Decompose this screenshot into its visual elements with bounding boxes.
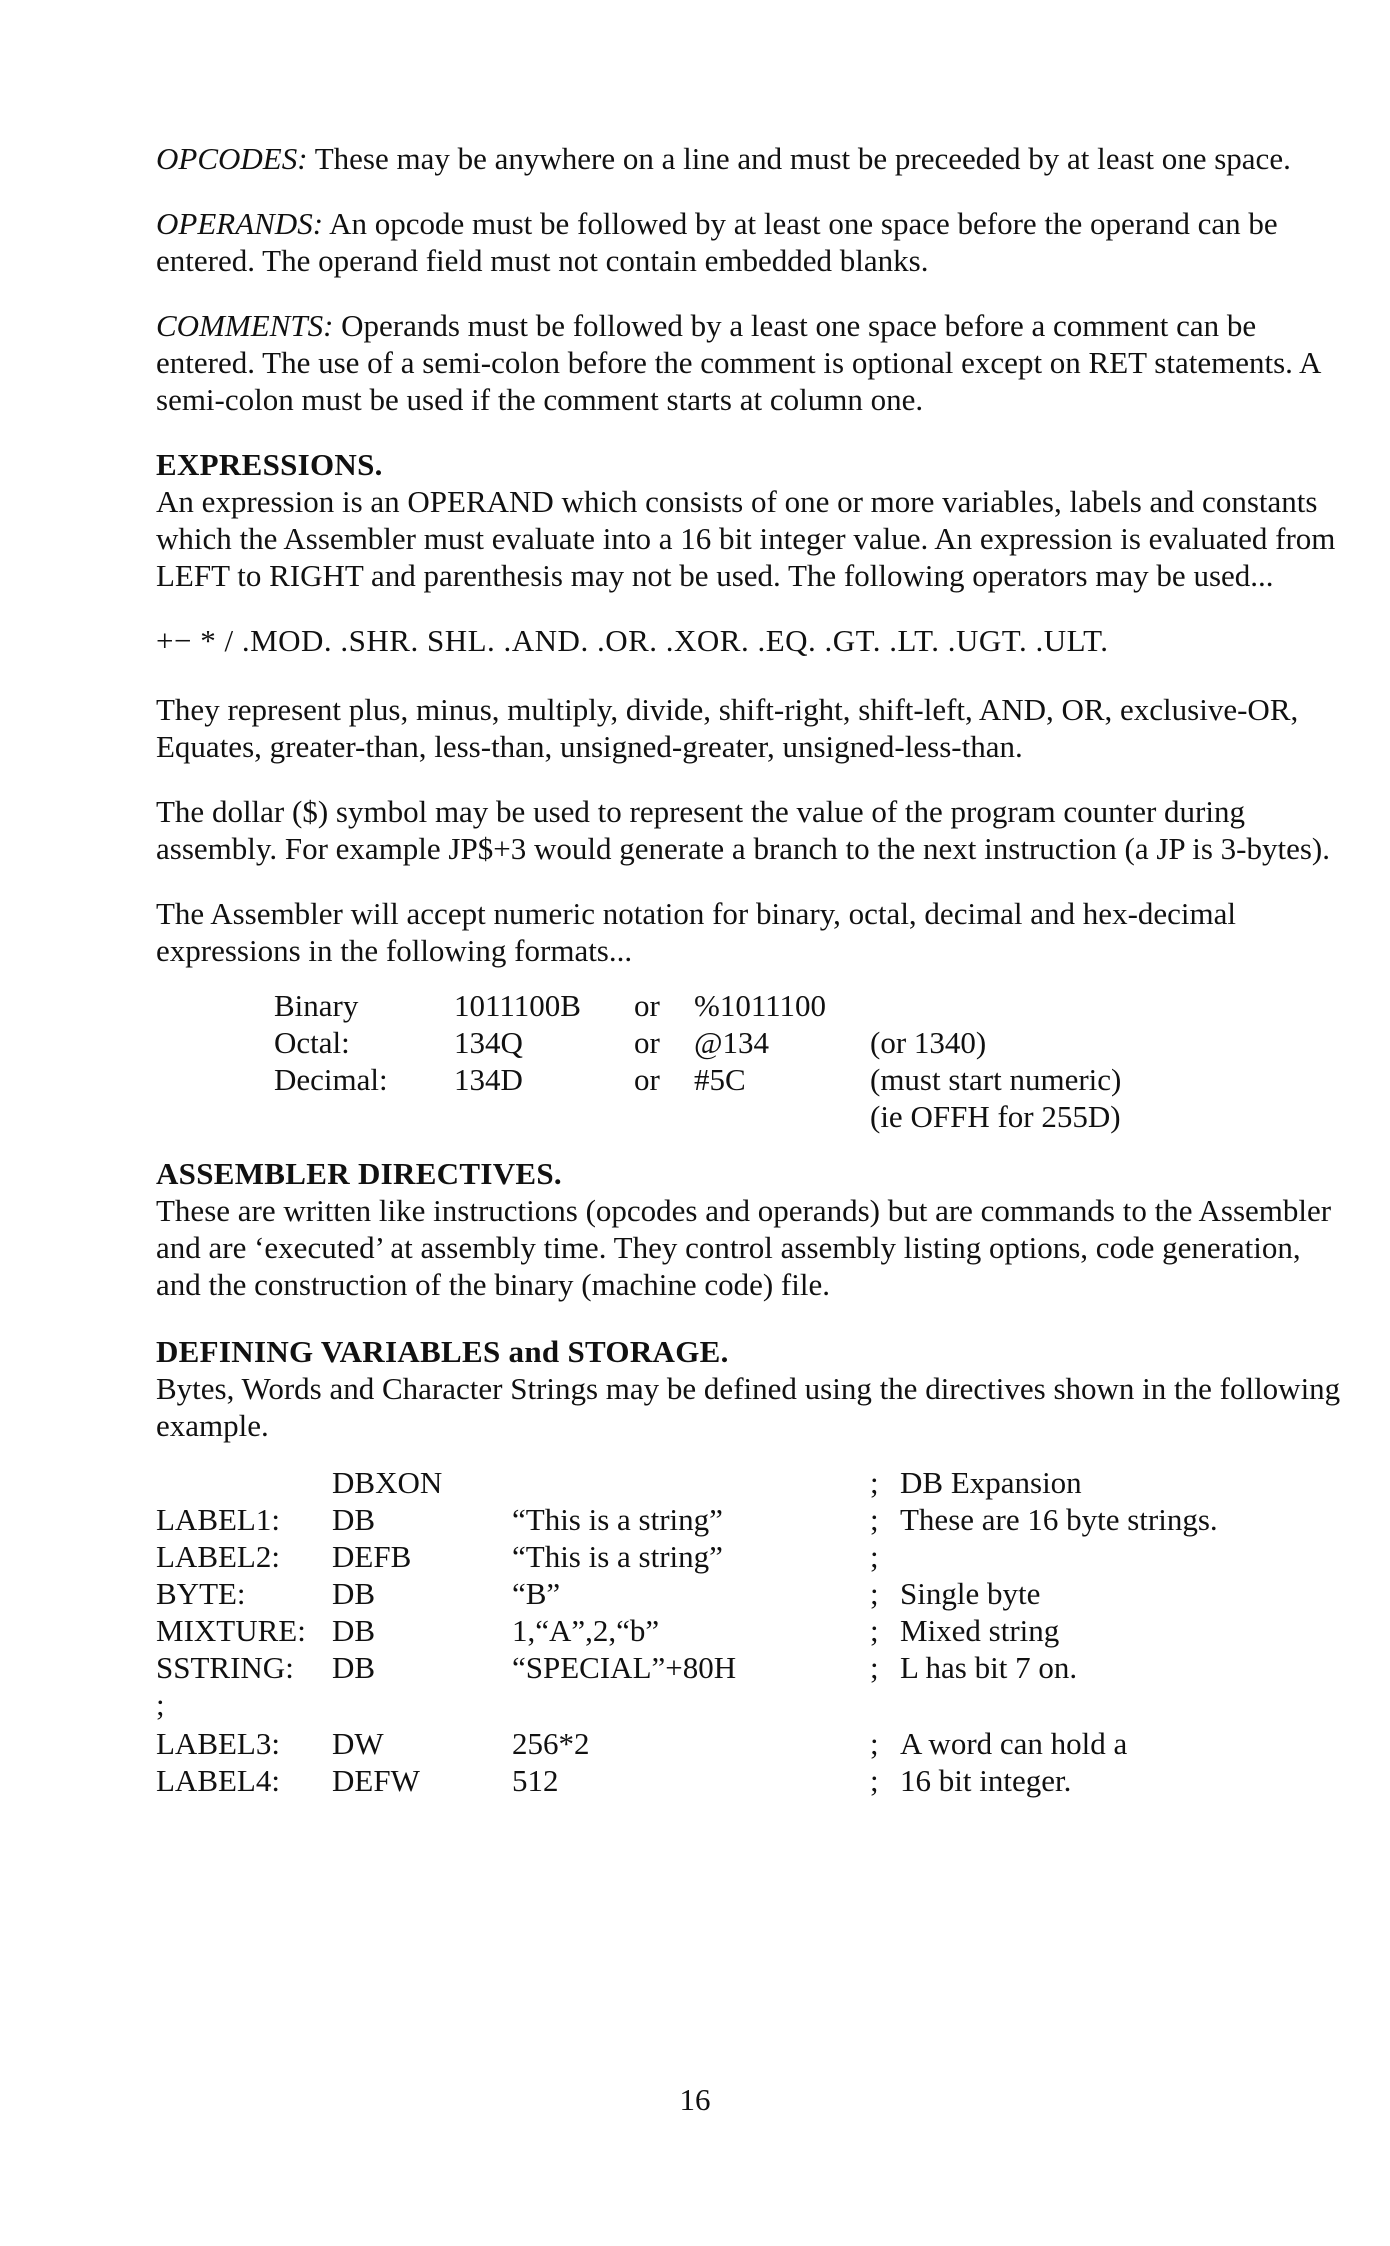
code-semicolon: ; bbox=[870, 1502, 879, 1537]
code-row bbox=[156, 1575, 1218, 1612]
code-label: BYTE: bbox=[156, 1576, 246, 1611]
code-directive: DEFB bbox=[332, 1539, 412, 1574]
code-row bbox=[156, 1725, 1218, 1762]
code-operand: 512 bbox=[512, 1763, 559, 1798]
format-value: 134Q bbox=[454, 1025, 523, 1060]
code-label: LABEL3: bbox=[156, 1726, 280, 1761]
code-semicolon: ; bbox=[870, 1539, 879, 1574]
directives-text: These are written like instructions (opcodes and operands) but are commands to the Assembler and are ‘executed’ at assembly time. They control assembly listing options, code generation, and the construction of the binary (machine code) file. bbox=[156, 1193, 1332, 1302]
numeric-format-row bbox=[274, 1061, 1121, 1098]
code-label: SSTRING: bbox=[156, 1650, 294, 1685]
code-comment: Mixed string bbox=[900, 1613, 1060, 1648]
format-name: Binary bbox=[274, 988, 359, 1023]
code-directive: DB bbox=[332, 1613, 376, 1648]
code-directive: DBXON bbox=[332, 1465, 443, 1500]
opcodes-paragraph bbox=[156, 140, 1346, 177]
operands-text: An opcode must be followed by at least one space before the operand can be entered. The operand field must not contain embedded blanks. bbox=[156, 206, 1278, 278]
code-row bbox=[156, 1612, 1218, 1649]
code-semicolon: ; bbox=[870, 1613, 879, 1648]
notation-paragraph: The Assembler will accept numeric notation for binary, octal, decimal and hex-decimal expressions in the following formats... bbox=[156, 896, 1237, 968]
code-label: LABEL1: bbox=[156, 1502, 280, 1537]
code-directive: DB bbox=[332, 1502, 376, 1537]
code-semicolon: ; bbox=[870, 1576, 879, 1611]
code-semicolon: ; bbox=[870, 1726, 879, 1761]
format-name bbox=[274, 1098, 454, 1135]
code-operand: “This is a string” bbox=[512, 1539, 723, 1574]
code-semicolon: ; bbox=[870, 1763, 879, 1798]
code-directive: DB bbox=[332, 1576, 376, 1611]
format-alt: @134 bbox=[694, 1025, 770, 1060]
code-directive: DW bbox=[332, 1726, 384, 1761]
operands-paragraph bbox=[156, 205, 1346, 279]
format-or: or bbox=[634, 1062, 660, 1097]
format-value: 134D bbox=[454, 1062, 523, 1097]
comments-term: COMMENTS: bbox=[156, 308, 334, 343]
code-operand: 1,“A”,2,“b” bbox=[512, 1613, 660, 1648]
defining-heading: DEFINING VARIABLES and STORAGE. bbox=[156, 1334, 729, 1369]
code-comment: 16 bit integer. bbox=[900, 1763, 1072, 1798]
code-operand: “SPECIAL”+80H bbox=[512, 1650, 737, 1685]
code-row bbox=[156, 1464, 1218, 1501]
numeric-formats-table bbox=[274, 987, 1121, 1135]
code-directive: DEFW bbox=[332, 1763, 420, 1798]
dollar-paragraph: The dollar ($) symbol may be used to represent the value of the program counter during assembly. For example JP$+3 would generate a branch to the next instruction (a JP is 3-bytes). bbox=[156, 794, 1330, 866]
format-name: Octal: bbox=[274, 1025, 350, 1060]
code-semicolon bbox=[870, 1686, 900, 1725]
code-operand: 256*2 bbox=[512, 1726, 590, 1761]
format-value bbox=[454, 1098, 634, 1135]
operators-list: +− * / .MOD. .SHR. SHL. .AND. .OR. .XOR. .EQ. .GT. .LT. .UGT. .ULT. bbox=[156, 623, 1109, 658]
code-semicolon: ; bbox=[870, 1650, 879, 1685]
format-note: (or 1340) bbox=[870, 1025, 987, 1060]
code-operand: “B” bbox=[512, 1576, 561, 1611]
code-row bbox=[156, 1762, 1218, 1799]
code-label bbox=[156, 1464, 332, 1501]
format-alt bbox=[694, 1098, 870, 1135]
code-comment: L has bit 7 on. bbox=[900, 1650, 1078, 1685]
operators-meaning-paragraph: They represent plus, minus, multiply, divide, shift-right, shift-left, AND, OR, exclusive-OR, Equates, greater-than, less-than, unsigned-greater, unsigned-less-than. bbox=[156, 692, 1299, 764]
code-label: MIXTURE: bbox=[156, 1613, 306, 1648]
expressions-text: An expression is an OPERAND which consists of one or more variables, labels and constants which the Assembler must evaluate into a 16 bit integer value. An expression is evaluated from LEFT to RIGHT and parenthesis may not be used. The following operators may be used... bbox=[156, 484, 1336, 593]
code-label: LABEL2: bbox=[156, 1539, 280, 1574]
comments-paragraph bbox=[156, 307, 1346, 418]
opcodes-term: OPCODES: bbox=[156, 141, 308, 176]
expressions-heading: EXPRESSIONS. bbox=[156, 447, 383, 482]
operands-term: OPERANDS: bbox=[156, 206, 324, 241]
code-directive bbox=[332, 1686, 512, 1725]
format-note: (ie OFFH for 255D) bbox=[870, 1099, 1121, 1134]
format-alt: #5C bbox=[694, 1062, 746, 1097]
defining-text: Bytes, Words and Character Strings may be defined using the directives shown in the following example. bbox=[156, 1371, 1341, 1443]
numeric-format-row bbox=[274, 1098, 1121, 1135]
code-comment: Single byte bbox=[900, 1576, 1041, 1611]
format-or: or bbox=[634, 1025, 660, 1060]
code-comment: These are 16 byte strings. bbox=[900, 1502, 1218, 1537]
code-row bbox=[156, 1538, 1218, 1575]
code-comment bbox=[900, 1686, 1218, 1725]
code-comment: DB Expansion bbox=[900, 1465, 1082, 1500]
format-name: Decimal: bbox=[274, 1062, 388, 1097]
page-number: 16 bbox=[679, 2082, 711, 2117]
code-comment: A word can hold a bbox=[900, 1726, 1128, 1761]
format-value: 1011100B bbox=[454, 988, 581, 1023]
code-row bbox=[156, 1649, 1218, 1686]
code-semicolon: ; bbox=[870, 1465, 879, 1500]
code-comment bbox=[900, 1538, 1218, 1575]
code-operand: “This is a string” bbox=[512, 1502, 723, 1537]
code-example-table bbox=[156, 1464, 1218, 1799]
code-label: LABEL4: bbox=[156, 1763, 280, 1798]
code-directive: DB bbox=[332, 1650, 376, 1685]
format-note bbox=[870, 987, 1121, 1024]
numeric-format-row bbox=[274, 987, 1121, 1024]
document-page bbox=[156, 140, 1346, 1799]
format-note: (must start numeric) bbox=[870, 1062, 1122, 1097]
opcodes-text: These may be anywhere on a line and must be preceeded by at least one space. bbox=[307, 141, 1291, 176]
directives-heading: ASSEMBLER DIRECTIVES. bbox=[156, 1156, 562, 1191]
numeric-format-row bbox=[274, 1024, 1121, 1061]
format-alt: %1011100 bbox=[694, 988, 827, 1023]
code-label: ; bbox=[156, 1687, 165, 1722]
code-operand bbox=[512, 1464, 870, 1501]
format-or bbox=[634, 1098, 694, 1135]
code-row bbox=[156, 1686, 1218, 1725]
comments-text: Operands must be followed by a least one space before a comment can be entered. The use of a semi-colon before the comment is optional except on RET statements. A semi-colon must be used if the comment starts at column one. bbox=[156, 308, 1320, 417]
code-operand bbox=[512, 1686, 870, 1725]
format-or: or bbox=[634, 988, 660, 1023]
code-row bbox=[156, 1501, 1218, 1538]
